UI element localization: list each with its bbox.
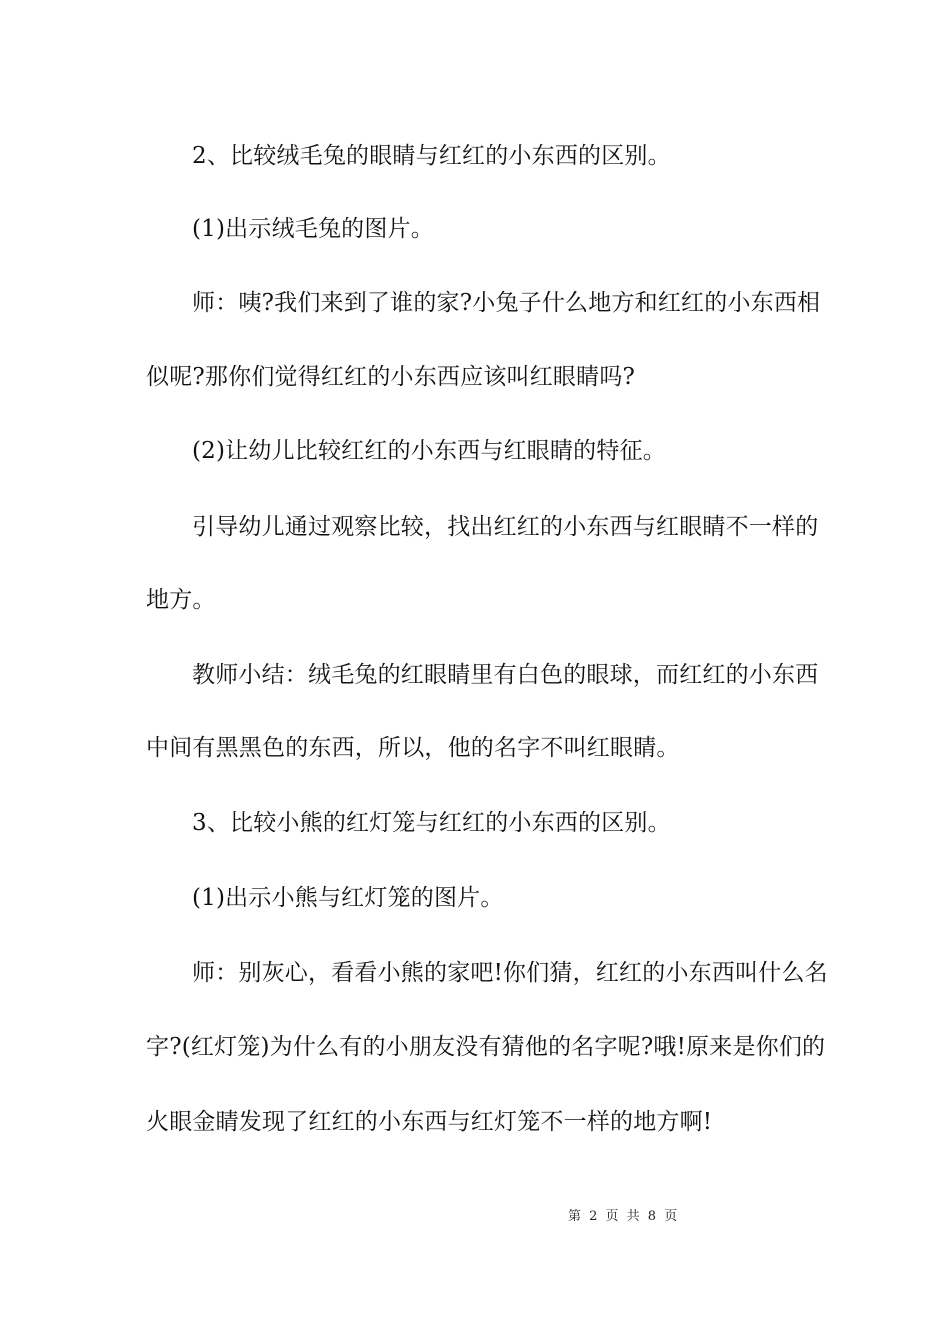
paragraph-line: 引导幼儿通过观察比较，找出红红的小东西与红眼睛不一样的 [192,514,819,540]
paragraph-line: 师：别灰心，看看小熊的家吧!你们猜，红红的小东西叫什么名 [192,960,828,986]
paragraph-line: 火眼金睛发现了红红的小东西与红灯笼不一样的地方啊! [146,1109,713,1135]
paragraph-line: 中间有黑黑色的东西，所以，他的名字不叫红眼睛。 [146,735,680,761]
paragraph-line: 教师小结：绒毛兔的红眼睛里有白色的眼球，而红红的小东西 [192,662,819,688]
paragraph-line: 似呢?那你们觉得红红的小东西应该叫红眼睛吗? [146,364,636,390]
paragraph-line: (1)出示小熊与红灯笼的图片。 [192,885,504,911]
page-footer: 第 2 页 共 8 页 [568,1209,678,1224]
paragraph-line: 字?(红灯笼)为什么有的小朋友没有猜他的名字呢?哦!原来是你们的 [146,1034,826,1060]
paragraph-line: (1)出示绒毛兔的图片。 [192,216,434,242]
paragraph-line: (2)让幼儿比较红红的小东西与红眼睛的特征。 [192,438,666,464]
paragraph-line: 地方。 [146,587,216,613]
paragraph-line: 3、比较小熊的红灯笼与红红的小东西的区别。 [192,810,671,836]
paragraph-line: 2、比较绒毛兔的眼睛与红红的小东西的区别。 [192,143,671,169]
paragraph-line: 师：咦?我们来到了谁的家?小兔子什么地方和红红的小东西相 [192,290,821,316]
